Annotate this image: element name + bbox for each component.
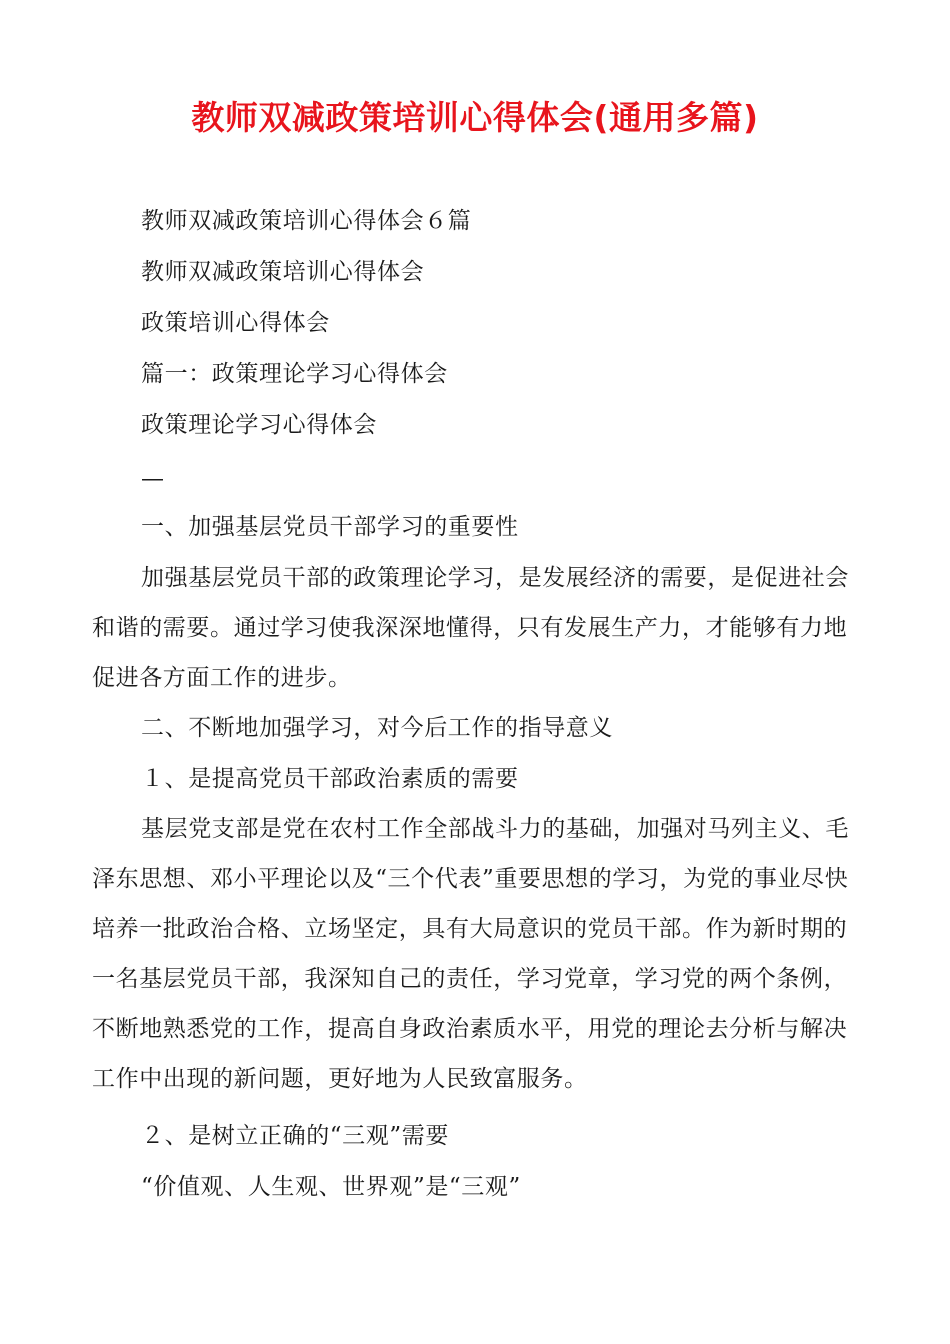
heading-2: 二、不断地加强学习，对今后工作的指导意义 bbox=[141, 715, 613, 741]
dash-line: — bbox=[141, 466, 165, 492]
section-heading: 篇一：政策理论学习心得体会 bbox=[141, 361, 448, 387]
subheading-1: １、是提高党员干部政治素质的需要 bbox=[141, 766, 519, 792]
text-line: 政策培训心得体会 bbox=[141, 310, 330, 336]
subtitle-line: 教师双减政策培训心得体会６篇 bbox=[141, 208, 472, 234]
text-line: 教师双减政策培训心得体会 bbox=[141, 259, 425, 285]
paragraph-1: 加强基层党员干部的政策理论学习，是发展经济的需要，是促进社会和谐的需要。通过学习使我深深地懂得，只有发展生产力，才能够有力地促进各方面工作的进步。 bbox=[92, 565, 849, 691]
document-title: 教师双减政策培训心得体会(通用多篇) bbox=[191, 98, 759, 137]
subheading-2: ２、是树立正确的“三观”需要 bbox=[141, 1123, 449, 1149]
paragraph-2: 基层党支部是党在农村工作全部战斗力的基础，加强对马列主义、毛泽东思想、邓小平理论以及“三个代表”重要思想的学习，为党的事业尽快培养一批政治合格、立场坚定，具有大局意识的党员干部。作为新时期的一名基层党员干部，我深知自己的责任，学习党章，学习党的两个条例，不断地熟悉党的工作，提高自身政治素质水平，用党的理论去分析与解决工作中出现的新问题，更好地为人民致富服务。 bbox=[92, 816, 849, 1092]
heading-1: 一、加强基层党员干部学习的重要性 bbox=[141, 514, 519, 540]
text-line: “价值观、人生观、世界观”是“三观” bbox=[141, 1174, 521, 1200]
text-line: 政策理论学习心得体会 bbox=[141, 412, 377, 438]
